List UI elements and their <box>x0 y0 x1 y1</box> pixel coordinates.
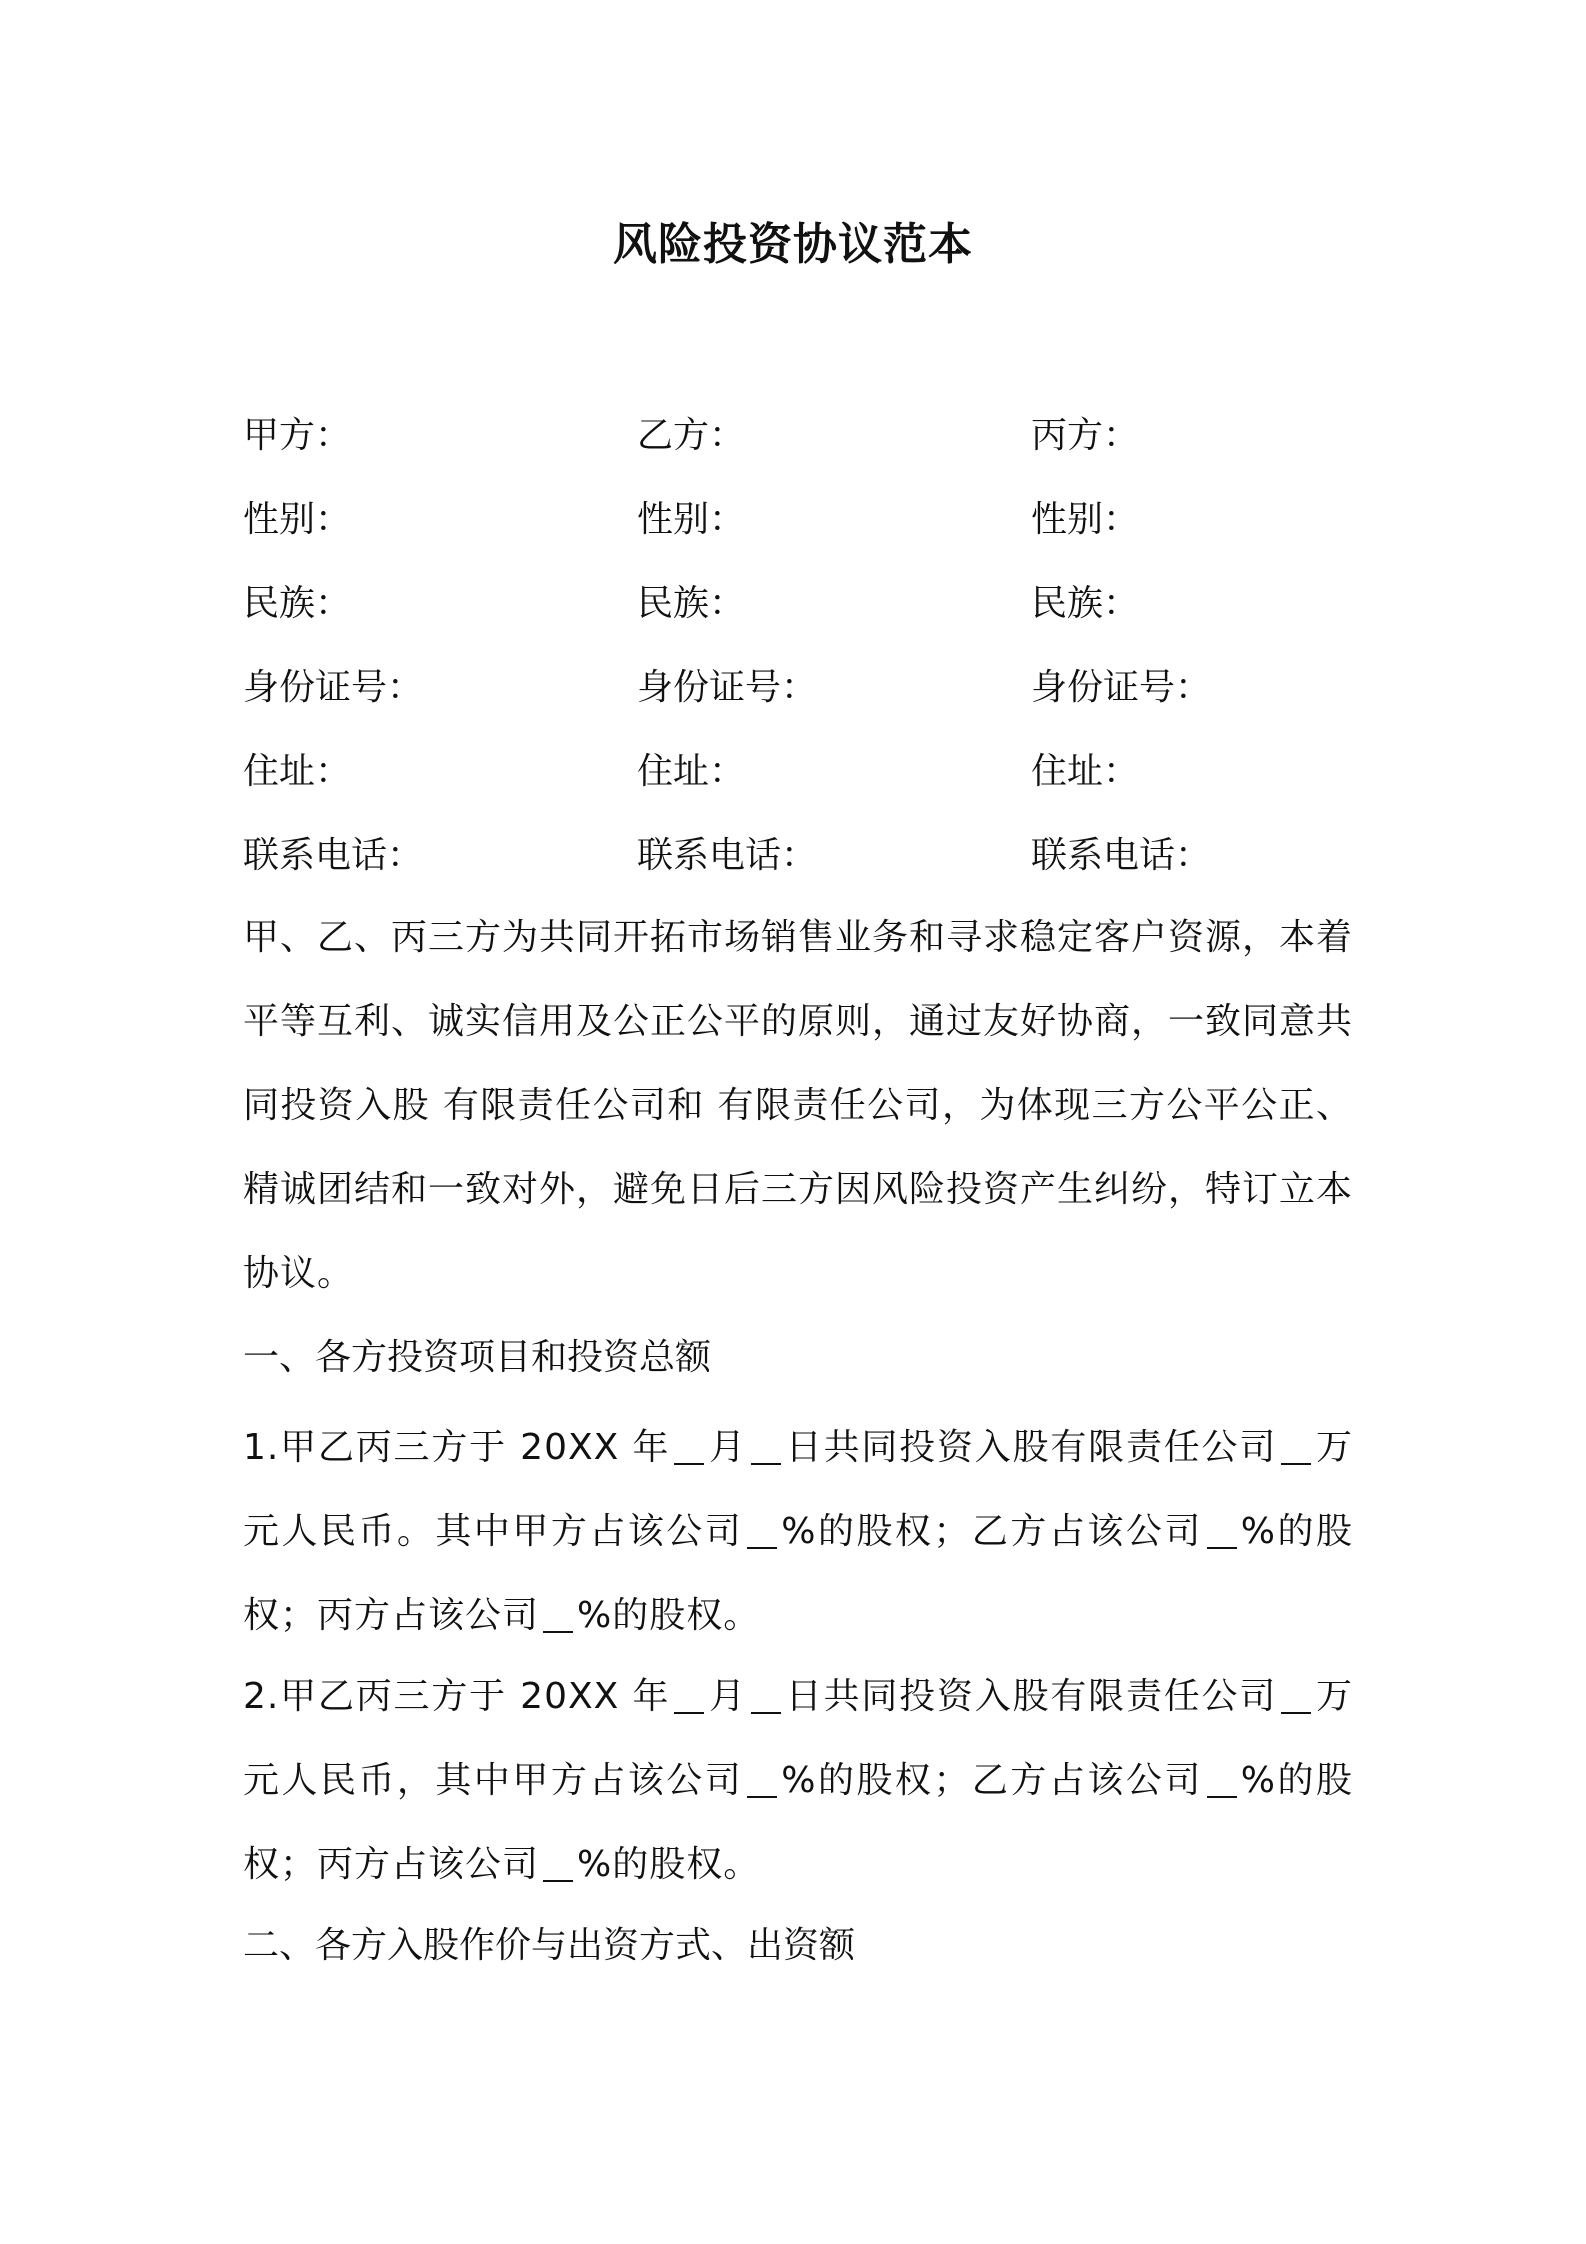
party-b-address-label: 住址： <box>637 751 746 792</box>
document-title: 风险投资协议范本 <box>613 219 973 270</box>
party-c-address-label: 住址： <box>1031 751 1140 792</box>
clause-1-text-5: %的股权；乙方占该公司 <box>781 1511 1203 1552</box>
clause-1-text-2: 月 <box>708 1427 747 1468</box>
clause-2-text-7: %的股权。 <box>577 1844 761 1885</box>
party-b-ethnicity-label: 民族： <box>637 583 746 624</box>
clause-2-text-1: 2.甲乙丙三方于 20XX 年 <box>243 1676 671 1717</box>
clause-2-text-2: 月 <box>708 1676 747 1717</box>
party-a-label: 甲方： <box>243 415 352 456</box>
clause-2-paragraph <box>243 1655 1353 1907</box>
party-b-id-label: 身份证号： <box>637 667 818 708</box>
clause-2-text-3: 日共同投资入股有限责任公司 <box>784 1676 1278 1717</box>
party-a-ethnicity-label: 民族： <box>243 583 352 624</box>
blank-share-a <box>747 1760 777 1798</box>
section-2-heading: 二、各方入股作价与出资方式、出资额 <box>243 1925 856 1966</box>
section-1-heading: 一、各方投资项目和投资总额 <box>243 1337 712 1378</box>
clause-1-text-3: 日共同投资入股有限责任公司 <box>784 1427 1278 1468</box>
party-row-address <box>243 742 1353 826</box>
blank-amount <box>1281 1676 1311 1714</box>
blank-day <box>751 1427 781 1465</box>
blank-share-b <box>1207 1511 1237 1549</box>
party-row-name <box>243 406 1353 490</box>
party-c-label: 丙方： <box>1031 415 1140 456</box>
blank-month <box>674 1427 704 1465</box>
blank-share-b <box>1207 1760 1237 1798</box>
clause-1-text-6: %的股权；丙方占该公司 <box>243 1511 1353 1636</box>
intro-paragraph: 甲、乙、丙三方为共同开拓市场销售业务和寻求稳定客户资源，本着平等互利、诚实信用及公正公平的原则，通过友好协商，一致同意共同投资入股 有限责任公司和 有限责任公司，为体现三方公平公正、精诚团结和一致对外，避免日后三方因风险投资产生纠纷，特订立本协议。 <box>243 917 1354 1294</box>
party-c-id-label: 身份证号： <box>1031 667 1212 708</box>
clause-1-paragraph <box>243 1406 1353 1658</box>
party-a-phone-label: 联系电话： <box>243 835 424 876</box>
party-c-gender-label: 性别： <box>1031 499 1140 540</box>
party-c-phone-label: 联系电话： <box>1031 835 1212 876</box>
blank-day <box>751 1676 781 1714</box>
clause-2-text-5: %的股权；乙方占该公司 <box>781 1760 1203 1801</box>
party-row-id-number <box>243 658 1353 742</box>
clause-2-text-4: 万元人民币，其中甲方占该公司 <box>243 1676 1353 1801</box>
clause-1-text-1: 1.甲乙丙三方于 20XX 年 <box>243 1427 671 1468</box>
party-a-address-label: 住址： <box>243 751 352 792</box>
clause-1-text-7: %的股权。 <box>577 1595 761 1636</box>
blank-amount <box>1281 1427 1311 1465</box>
party-b-label: 乙方： <box>637 415 746 456</box>
clause-2-text-6: %的股权；丙方占该公司 <box>243 1760 1353 1885</box>
blank-share-c <box>543 1595 573 1633</box>
party-row-ethnicity <box>243 574 1353 658</box>
party-b-gender-label: 性别： <box>637 499 746 540</box>
blank-month <box>674 1676 704 1714</box>
party-a-gender-label: 性别： <box>243 499 352 540</box>
blank-share-a <box>747 1511 777 1549</box>
party-b-phone-label: 联系电话： <box>637 835 818 876</box>
clause-1-text-4: 万元人民币。其中甲方占该公司 <box>243 1427 1353 1552</box>
party-info-grid <box>243 406 1353 910</box>
blank-share-c <box>543 1844 573 1882</box>
party-a-id-label: 身份证号： <box>243 667 424 708</box>
party-c-ethnicity-label: 民族： <box>1031 583 1140 624</box>
party-row-gender <box>243 490 1353 574</box>
